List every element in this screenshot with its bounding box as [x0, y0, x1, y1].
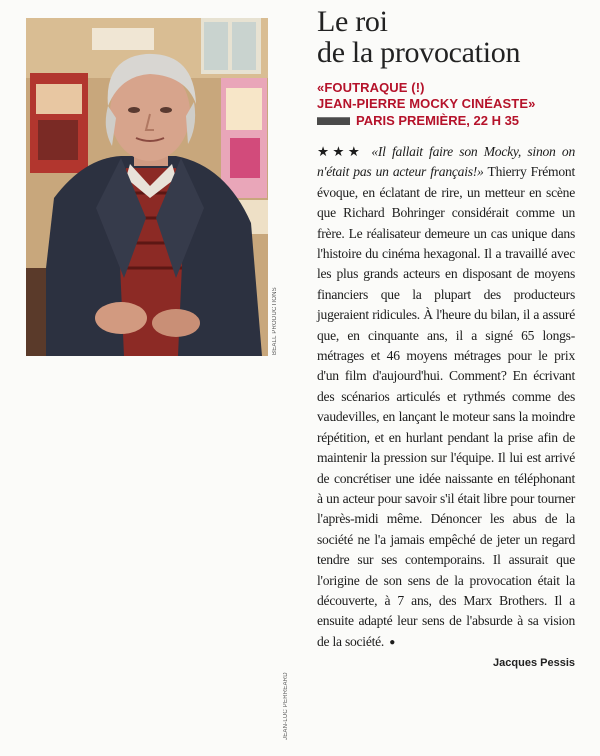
photo-credit: BEALL PRODUCTIONS	[272, 287, 278, 355]
rating-stars: ★★★	[317, 144, 364, 159]
author-photo-credit: JEAN-LUC PERREARD	[283, 672, 289, 740]
program-title-line-2: JEAN-PIERRE MOCKY CINÉASTE»	[317, 96, 536, 111]
title-line-1: Le roi	[317, 5, 388, 38]
portrait-illustration	[26, 18, 268, 356]
title-line-2: de la provocation	[317, 36, 521, 69]
broadcast-info	[317, 113, 575, 129]
author-signature: Jacques Pessis	[493, 657, 575, 670]
body-text: Thierry Frémont évoque, en éclatant de rire, un metteur en scène que Richard Bohringer considérait comme un frère. Le réalisateur demeure un cas unique dans l'histoire du cinéma hexagonal. Il a travaillé avec les plus grands acteurs en disposant de moyens financiers que la plupart des producteurs jugeraient ridicules. À l'heure du bilan, il a assuré que, en cinquante ans, il a signé 65 longs-métrages et 46 moyens métrages pour le prix d'un film d'aujourd'hui. Comment? En écrivant des scénarios articulés et rythmés comme des vaudevilles, en lançant le moteur sans la moindre répétition, et en hurlant pendant la prise afin de maintenir la pression sur l'équipe. Il lui est arrivé de concrétiser une idée naissante en téléphonant à un acteur pour savoir s'il était libre pour tourner l'après-midi même. Dénoncer les abus de la société ne l'a jamais empêché de jeter un regard tendre sur ses contemporains. Il assurait que l'origine de son sens de la provocation était la découverte, à 7 ans, des Marx Brothers. Il a ensuite adapté leur sens de l'absurde à sa vision de la société.	[317, 164, 576, 649]
portrait-photo	[26, 18, 268, 356]
article-column	[317, 6, 575, 669]
article-title	[317, 6, 575, 68]
end-mark-icon: ●	[389, 636, 396, 648]
program-title	[317, 80, 575, 112]
opening-quote: «Il fallait faire son Mocky, sinon on n'était pas un acteur français!»	[317, 144, 575, 180]
tv-bar-icon	[317, 117, 350, 125]
article-body	[317, 142, 575, 653]
channel-time: PARIS PREMIÈRE, 22 H 35	[356, 113, 520, 128]
program-title-line-1: «FOUTRAQUE (!)	[317, 80, 425, 95]
